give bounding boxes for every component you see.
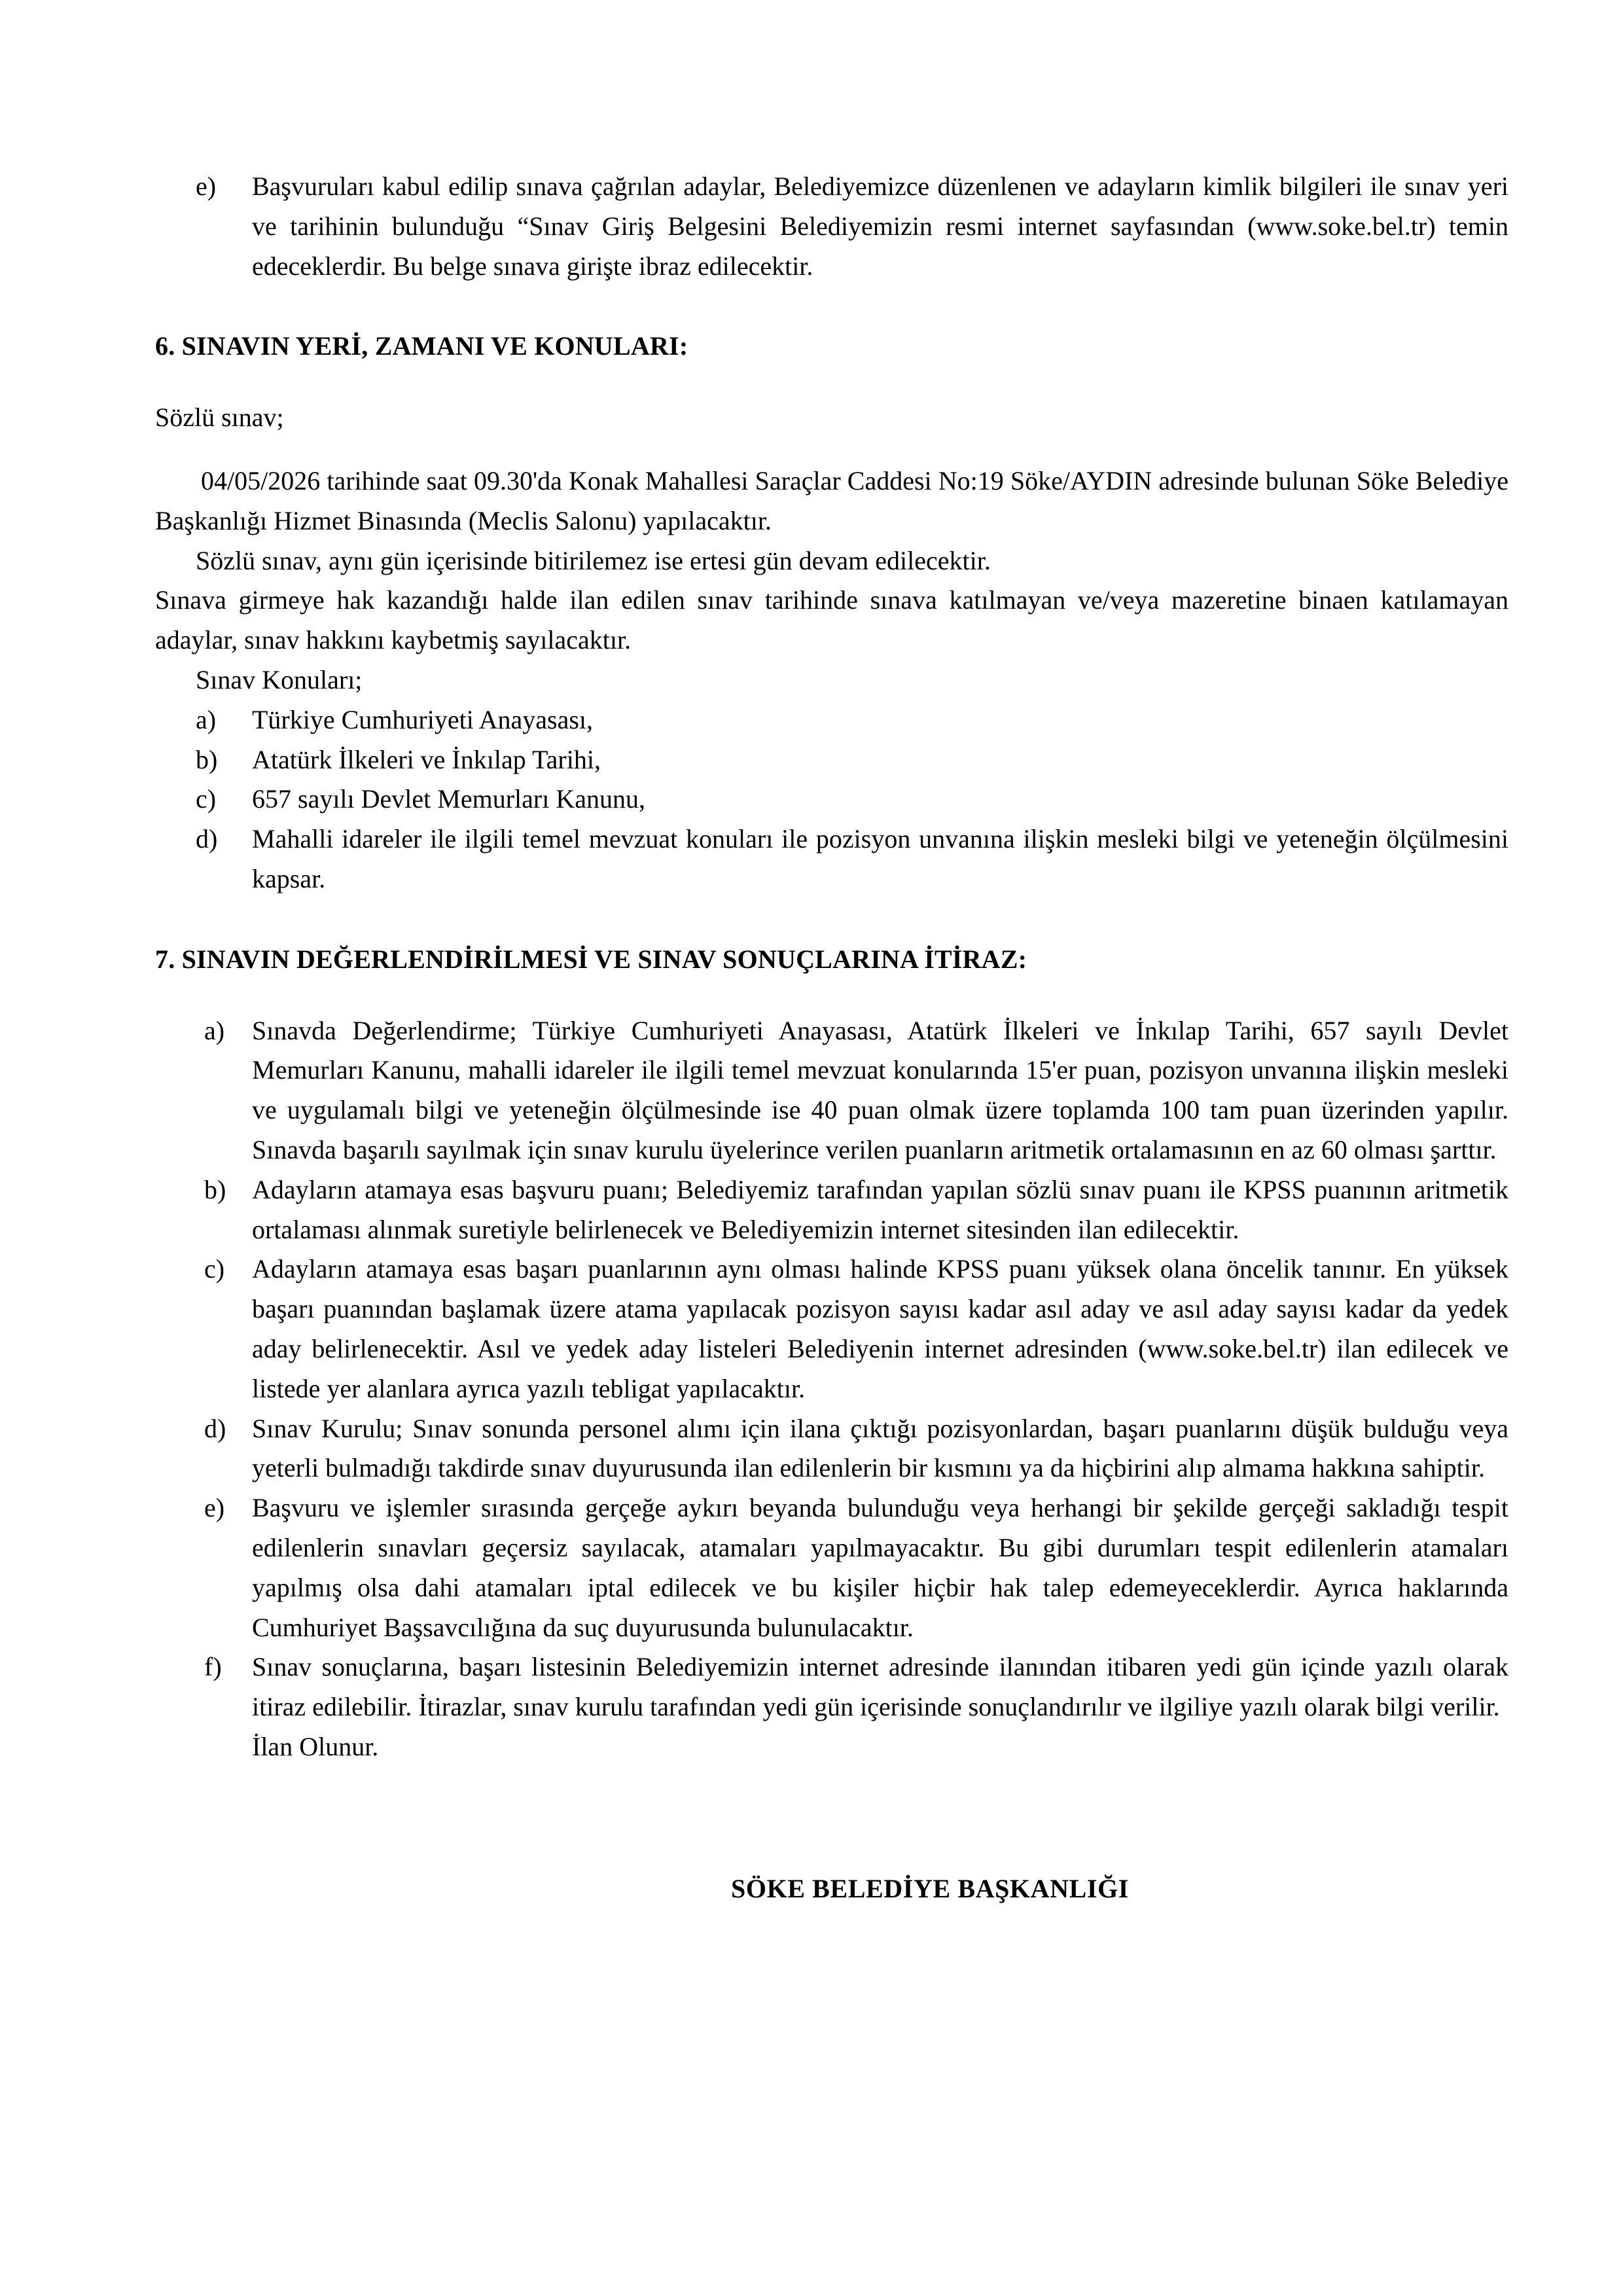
document-body (155, 167, 1508, 1909)
exam-location-paragraph: 04/05/2026 tarihinde saat 09.30'da Konak Mahallesi Saraçlar Caddesi No:19 Söke/AYDIN adresinde bulunan Söke Belediye Başkanlığı Hizmet Binasında (Meclis Salonu) yapılacaktır. (155, 465, 1508, 535)
sozlu-sinav-label: Sözlü sınav; (155, 403, 284, 433)
intro-list (155, 167, 1508, 286)
list-item (155, 819, 1508, 899)
list-marker: a) (204, 1015, 225, 1045)
list-marker: b) (204, 1174, 226, 1204)
list-marker: a) (196, 704, 217, 734)
list-item (155, 1409, 1508, 1489)
signature-authority: SÖKE BELEDİYE BAŞKANLIĞI (731, 1873, 1129, 1903)
list-item-text: 657 sayılı Devlet Memurları Kanunu, (252, 784, 645, 814)
list-item (155, 1647, 1508, 1727)
spacer (155, 980, 1508, 1011)
section-7-list (155, 1011, 1508, 1727)
list-marker: c) (204, 1254, 225, 1284)
list-item (155, 167, 1508, 286)
list-item-text: Mahalli idareler ile ilgili temel mevzuat konuları ile pozisyon unvanına ilişkin mesleki bilgi ve yeteneğin ölçülmesini kapsar. (252, 824, 1508, 893)
list-item-text: Adayların atamaya esas başarı puanlarının aynı olması halinde KPSS puanı yüksek olana öncelik tanınır. En yüksek başarı puanından başlamak üzere atama yapılacak pozisyon sayısı kadar asıl aday ve asıl aday sayısı kadar da yedek aday belirlenecektir. Asıl ve yedek aday listeleri Belediyenin internet adresinden (www.soke.bel.tr) ilan edilecek ve listede yer alanlara ayrıca yazılı tebligat yapılacaktır. (252, 1254, 1508, 1403)
spacer (155, 438, 1508, 461)
list-item-text: Atatürk İlkeleri ve İnkılap Tarihi, (252, 744, 601, 774)
section-7-heading: 7. SINAVIN DEĞERLENDİRİLMESİ VE SINAV SONUÇLARINA İTİRAZ: (155, 944, 1027, 974)
list-marker: d) (196, 824, 218, 854)
list-item-text: Sınav Kurulu; Sınav sonunda personel alımı için ilana çıktığı pozisyonlardan, başarı puanlarını düşük bulduğu veya yeterli bulmadığı takdirde sınav duyurusunda ilan edilenlerin bir kısmını ya da hiçbirini alıp almama hakkına sahiptir. (252, 1413, 1508, 1483)
list-item (155, 780, 1508, 819)
list-marker: b) (196, 744, 218, 774)
spacer (155, 286, 1508, 327)
list-marker: d) (204, 1413, 226, 1443)
list-item-text: Başvuru ve işlemler sırasında gerçeğe aykırı beyanda bulunduğu veya herhangi bir şekilde gerçeği sakladığı tespit edilenlerin sınavları geçersiz sayılacak, atamaları yapılmayacaktır. Bu gibi durumları tespit edilenlerin atamaları yapılmış olsa dahi atamaları iptal edilecek ve bu kişiler hiçbir hak talep edemeyeceklerdir. Ayrıca haklarında Cumhuriyet Başsavcılığına da suç duyurusunda bulunulacaktır. (252, 1493, 1508, 1642)
section-6-heading: 6. SINAVIN YERİ, ZAMANI VE KONULARI: (155, 331, 688, 361)
list-item (155, 700, 1508, 740)
list-item (155, 1249, 1508, 1408)
list-item-text: Sınav sonuçlarına, başarı listesinin Belediyemizin internet adresinde ilanından itibaren yedi gün içinde yazılı olarak itiraz edilebilir. İtirazlar, sınav kurulu tarafından yedi gün içerisinde sonuçlandırılır ve ilgiliye yazılı olarak bilgi verilir. (252, 1652, 1508, 1722)
list-marker: f) (204, 1652, 222, 1682)
list-item-text: Adayların atamaya esas başvuru puanı; Belediyemiz tarafından yapılan sözlü sınav puanı ile KPSS puanının aritmetik ortalaması alınmak suretiyle belirlenecek ve Belediyemizin internet sitesinden ilan edilecektir. (252, 1174, 1508, 1244)
exam-subjects-list (155, 700, 1508, 899)
list-item (155, 1488, 1508, 1647)
list-marker: e) (196, 171, 217, 201)
signature-block (155, 1869, 1508, 1909)
exam-continuation-paragraph: Sözlü sınav, aynı gün içerisinde bitirilemez ise ertesi gün devam edilecektir. (196, 545, 991, 575)
list-item (155, 740, 1508, 780)
list-marker: c) (196, 784, 217, 814)
spacer (155, 899, 1508, 940)
list-item (155, 1011, 1508, 1170)
list-item-text: Sınavda Değerlendirme; Türkiye Cumhuriyeti Anayasası, Atatürk İlkeleri ve İnkılap Tarihi, 657 sayılı Devlet Memurları Kanunu, mahalli idareler ile ilgili temel mevzuat konularında 15'er puan, pozisyon unvanına ilişkin mesleki ve uygulamalı bilgi ve yeteneğin ölçülmesinde ise 40 puan olmak üzere toplamda 100 tam puan üzerinden yapılır. Sınavda başarılı sayılmak için sınav kurulu üyelerince verilen puanların aritmetik ortalamasının en az 60 olması şarttır. (252, 1015, 1508, 1164)
exam-absence-paragraph: Sınava girmeye hak kazandığı halde ilan edilen sınav tarihinde sınava katılmayan ve/veya mazeretine binaen katılamayan adaylar, sınav hakkını kaybetmiş sayılacaktır. (155, 585, 1508, 655)
closing-statement: İlan Olunur. (252, 1731, 379, 1761)
list-item-text: Türkiye Cumhuriyeti Anayasası, (252, 704, 594, 734)
spacer (155, 367, 1508, 398)
list-marker: e) (204, 1493, 225, 1523)
list-item (155, 1170, 1508, 1250)
exam-subjects-label: Sınav Konuları; (196, 664, 363, 694)
list-item-text: Başvuruları kabul edilip sınava çağrılan adaylar, Belediyemizce düzenlenen ve adayların kimlik bilgileri ile sınav yeri ve tarihinin bulunduğu “Sınav Giriş Belgesini Belediyemizin resmi internet sayfasından (www.soke.bel.tr) temin edeceklerdir. Bu belge sınava girişte ibraz edilecektir. (252, 171, 1508, 281)
